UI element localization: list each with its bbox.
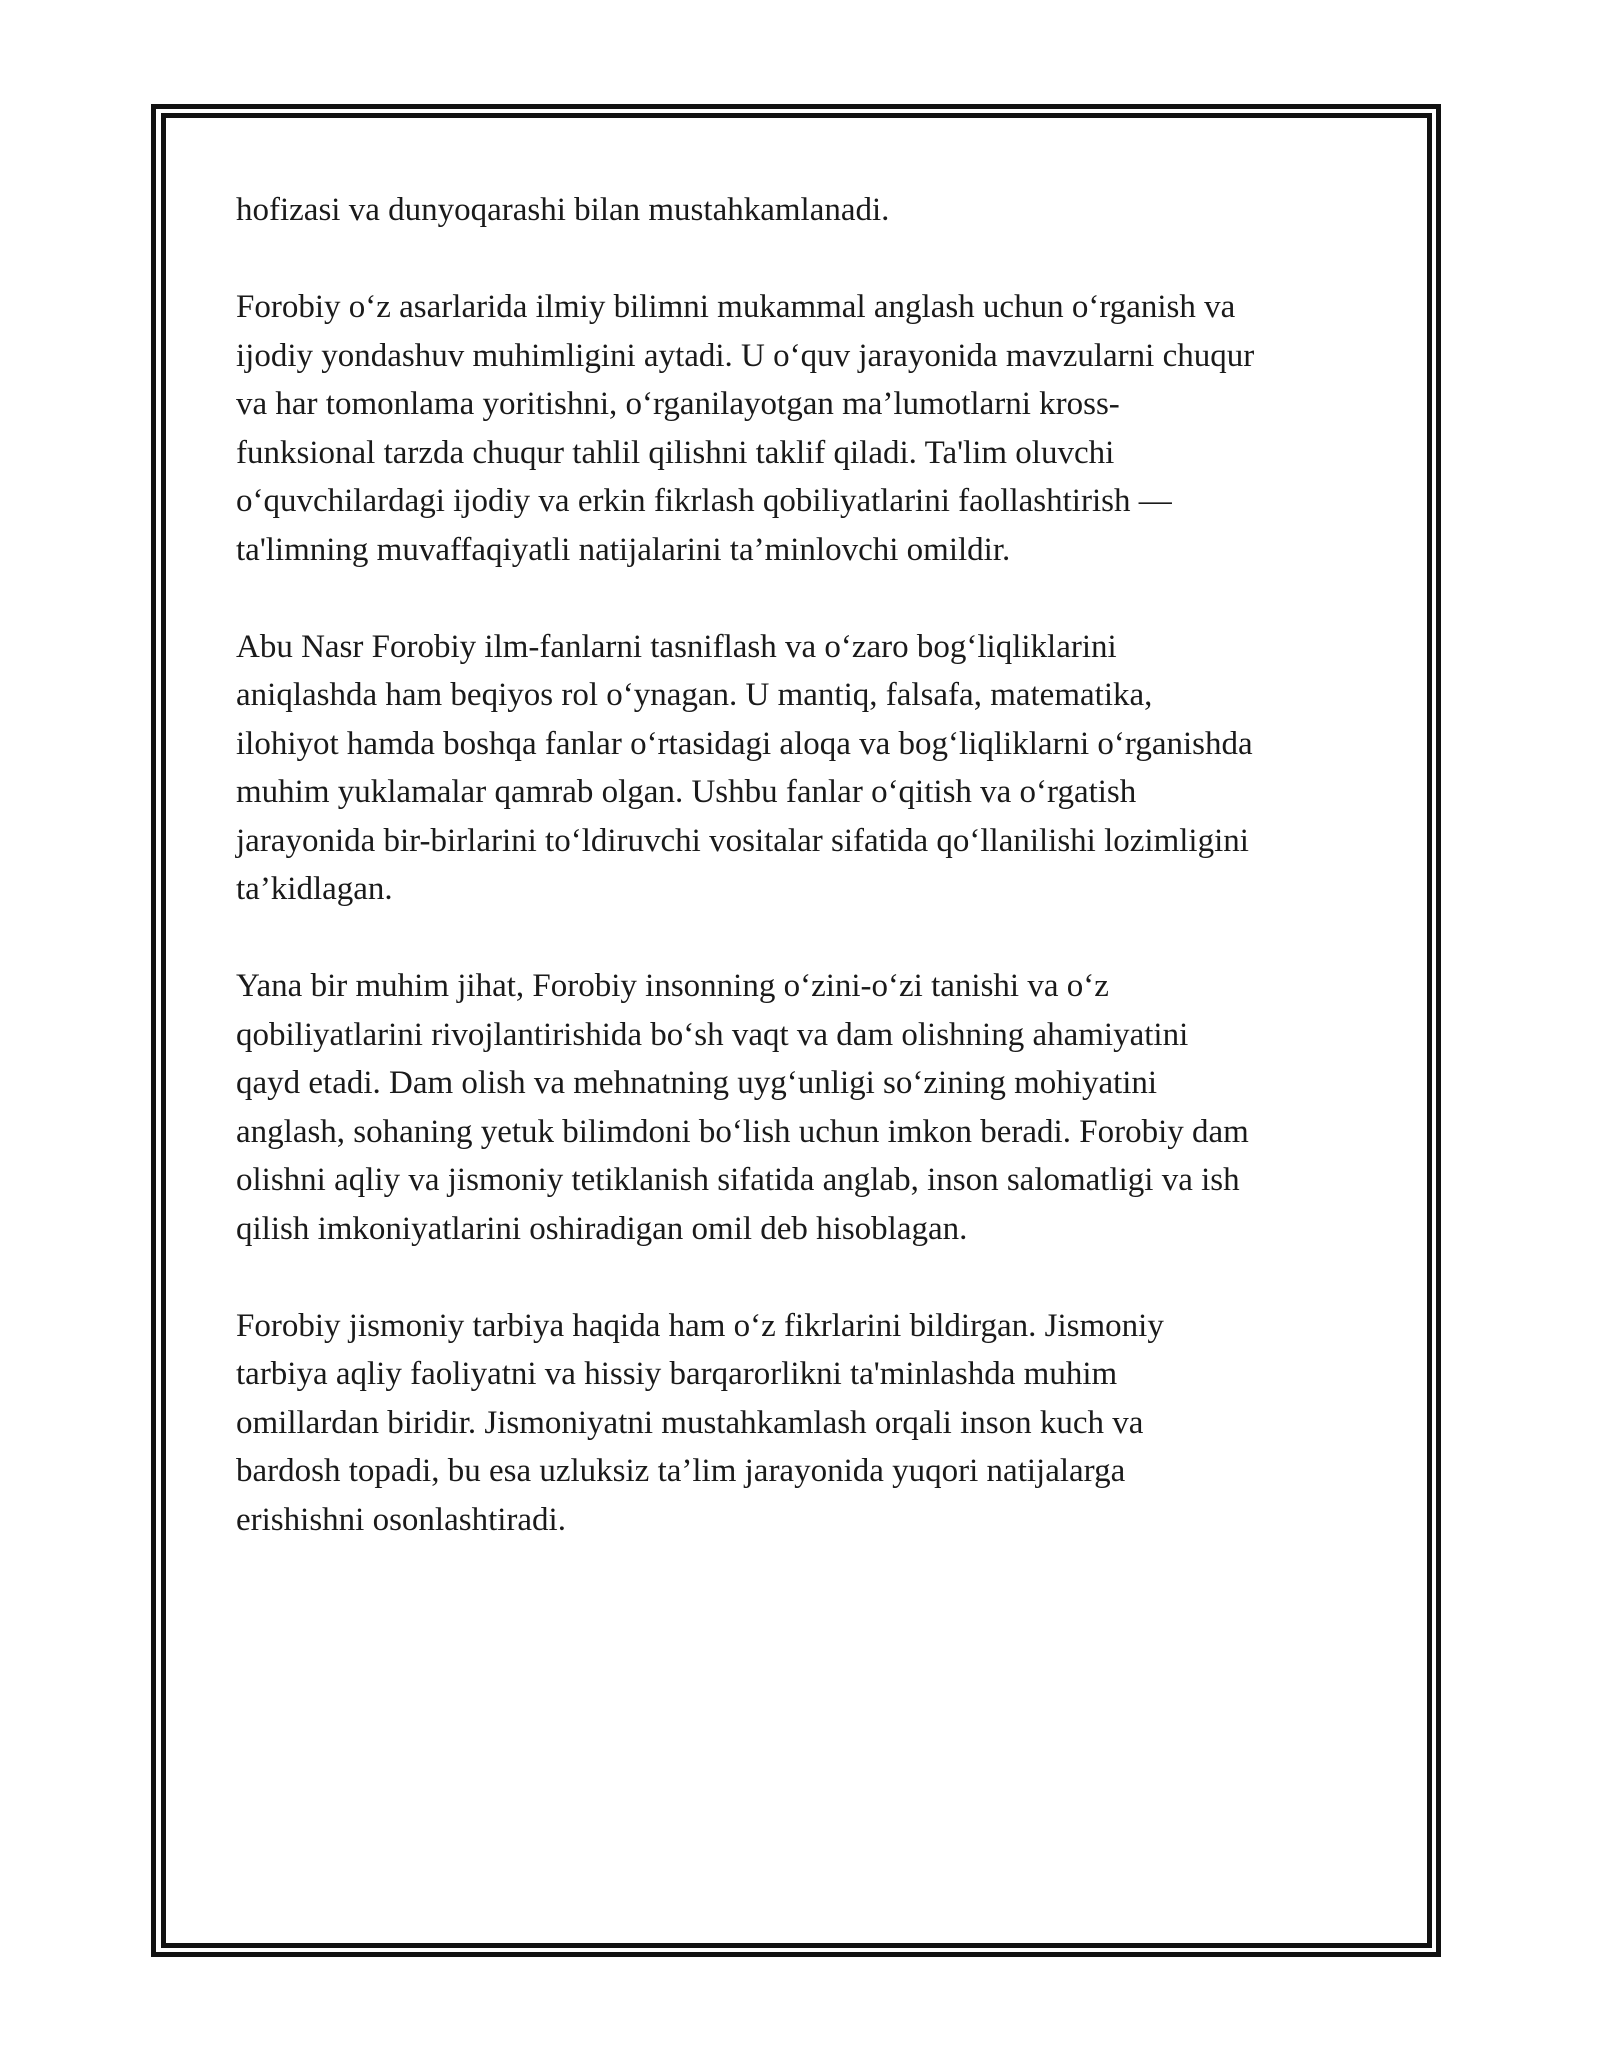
text-line: o‘quvchilardagi ijodiy va erkin fikrlash qobiliyatlarini faollashtirish — xyxy=(236,483,1172,519)
text-line: ilohiyot hamda boshqa fanlar o‘rtasidagi aloqa va bog‘liqliklarni o‘rganishda xyxy=(236,725,1253,762)
text-line: muhim yuklamalar qamrab olgan. Ushbu fanlar o‘qitish va o‘rgatish xyxy=(236,774,1137,810)
paragraph-1 xyxy=(236,186,1376,235)
text-line: hofizasi va dunyoqarashi bilan mustahkamlanadi. xyxy=(236,192,890,228)
text-line: ijodiy yondashuv muhimligini aytadi. U o‘quv jarayonida mavzularni chuqur xyxy=(236,337,1255,374)
text-line: va har tomonlama yoritishni, o‘rganilayotgan ma’lumotlarni kross- xyxy=(236,386,1120,422)
text-line: aniqlashda ham beqiyos rol o‘ynagan. U mantiq, falsafa, matematika, xyxy=(236,677,1153,713)
text-line: funksional tarzda chuqur tahlil qilishni taklif qiladi. Ta'lim oluvchi xyxy=(236,434,1115,471)
text-line: Forobiy jismoniy tarbiya haqida ham o‘z fikrlarini bildirgan. Jismoniy xyxy=(236,1307,1164,1344)
text-line: Yana bir muhim jihat, Forobiy insonning o‘zini-o‘zi tanishi va o‘z xyxy=(236,968,1109,1004)
text-line: qobiliyatlarini rivojlantirishida bo‘sh vaqt va dam olishning ahamiyatini xyxy=(236,1016,1189,1053)
text-line: ta'limning muvaffaqiyatli natijalarini ta’minlovchi omildir. xyxy=(236,531,1011,568)
text-line: Abu Nasr Forobiy ilm-fanlarni tasniflash va o‘zaro bog‘liqliklarini xyxy=(236,628,1117,665)
text-line: qayd etadi. Dam olish va mehnatning uyg‘unligi so‘zining mohiyatini xyxy=(236,1065,1158,1101)
paragraph-4 xyxy=(236,962,1376,1253)
document-body xyxy=(236,186,1376,1593)
paragraph-3 xyxy=(236,623,1376,914)
text-line: erishishni osonlashtiradi. xyxy=(236,1501,566,1538)
text-line: omillardan biridir. Jismoniyatni mustahkamlash orqali inson kuch va xyxy=(236,1404,1144,1441)
text-line: Forobiy o‘z asarlarida ilmiy bilimni mukammal anglash uchun o‘rganish va xyxy=(236,289,1236,325)
text-line: bardosh topadi, bu esa uzluksiz ta’lim jarayonida yuqori natijalarga xyxy=(236,1453,1126,1489)
paragraph-2 xyxy=(236,283,1376,574)
text-line: tarbiya aqliy faoliyatni va hissiy barqarorlikni ta'minlashda muhim xyxy=(236,1356,1118,1392)
text-line: ta’kidlagan. xyxy=(236,871,393,907)
text-line: jarayonida bir-birlarini to‘ldiruvchi vositalar sifatida qo‘llanilishi lozimligini xyxy=(236,822,1249,859)
paragraph-5 xyxy=(236,1302,1376,1545)
text-line: olishni aqliy va jismoniy tetiklanish sifatida anglab, inson salomatligi va ish xyxy=(236,1162,1240,1198)
text-line: anglash, sohaning yetuk bilimdoni bo‘lish uchun imkon beradi. Forobiy dam xyxy=(236,1113,1249,1150)
text-line: qilish imkoniyatlarini oshiradigan omil deb hisoblagan. xyxy=(236,1210,968,1247)
